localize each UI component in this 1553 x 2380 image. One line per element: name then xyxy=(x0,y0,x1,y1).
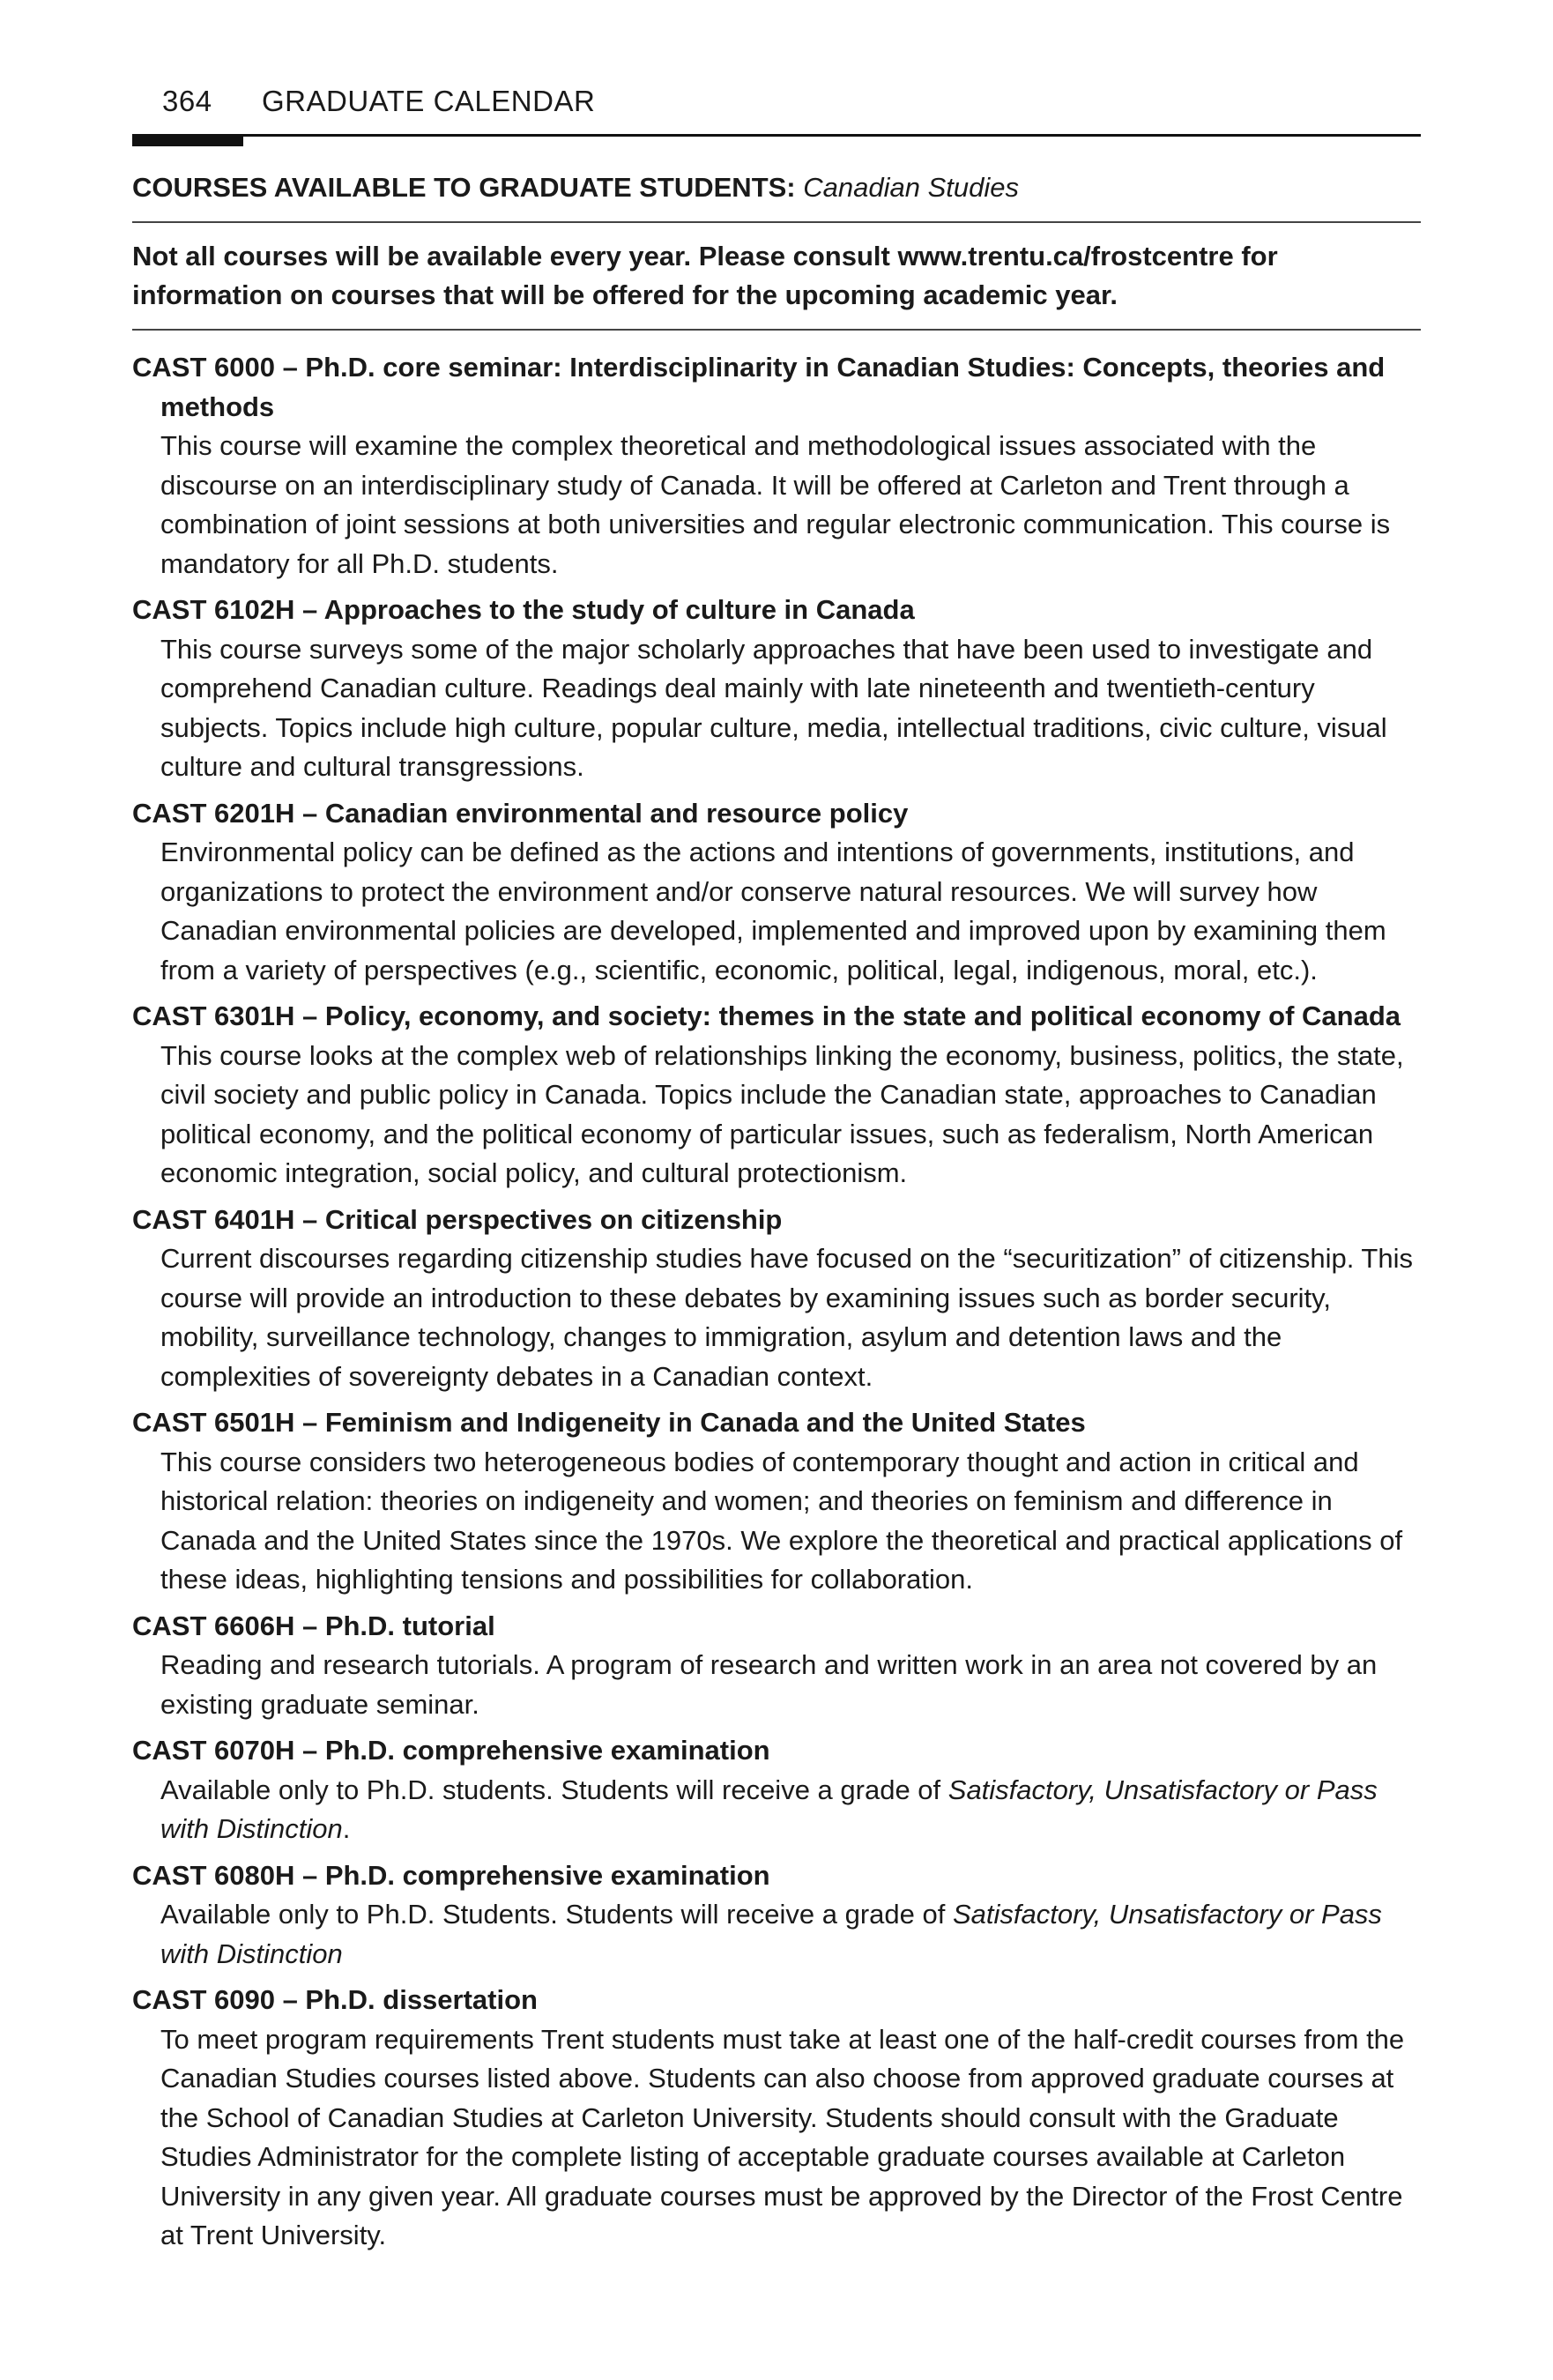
course-entry xyxy=(132,1607,1421,1725)
course-entry xyxy=(132,794,1421,991)
course-description: This course considers two heterogeneous bodies of contemporary thought and action in critical and historical relation: theories on indigeneity and women; and theories on feminism and difference in Canada and the United States since the 1970s. We explore the theoretical and practical applications of these ideas, highlighting tensions and possibilities for collaboration. xyxy=(160,1446,1403,1595)
course-entry xyxy=(132,348,1421,584)
course-entry xyxy=(132,997,1421,1194)
course-description-text: Available only to Ph.D. Students. Students will receive a grade of xyxy=(160,1899,953,1930)
grade-options: Satisfactory, Unsatisfactory or Pass with Distinction xyxy=(160,1899,1382,1969)
calendar-page xyxy=(132,79,1421,2263)
course-title: CAST 6401H – Critical perspectives on citizenship xyxy=(132,1203,783,1235)
course-description: This course surveys some of the major scholarly approaches that have been used to investigate and comprehend Canadian culture. Readings deal mainly with late nineteenth and twentieth-century subjects. Topics include high culture, popular culture, media, intellectual traditions, civic culture, visual culture and cultural transgressions. xyxy=(160,633,1387,782)
running-header xyxy=(132,79,1421,137)
running-header-title: GRADUATE CALENDAR xyxy=(262,85,596,117)
course-description-end: . xyxy=(342,1813,351,1844)
section-heading xyxy=(132,172,1421,223)
grade-options: Satisfactory, Unsatisfactory or Pass with Distinction xyxy=(160,1774,1378,1844)
course-title: CAST 6080H – Ph.D. comprehensive examination xyxy=(132,1859,770,1891)
header-tab-bar xyxy=(132,136,243,146)
course-entry xyxy=(132,1856,1421,1975)
course-description-text: Available only to Ph.D. students. Students will receive a grade of xyxy=(160,1774,948,1805)
course-title: CAST 6606H – Ph.D. tutorial xyxy=(132,1610,495,1641)
section-heading-label: COURSES AVAILABLE TO GRADUATE STUDENTS: xyxy=(132,172,796,203)
page-number: 364 xyxy=(162,85,212,117)
course-title: CAST 6501H – Feminism and Indigeneity in Canada and the United States xyxy=(132,1407,1086,1438)
section-heading-subject: Canadian Studies xyxy=(803,172,1019,203)
course-description: To meet program requirements Trent students must take at least one of the half-credit courses from the Canadian Studies courses listed above. Students can also choose from approved graduate courses at the School of Canadian Studies at Carleton University. Students should consult with the Graduate Studies Administrator for the complete listing of acceptable graduate courses available at Carleton University in any given year. All graduate courses must be approved by the Director of the Frost Centre at Trent University. xyxy=(160,2023,1405,2250)
course-title: CAST 6070H – Ph.D. comprehensive examination xyxy=(132,1735,770,1766)
course-title: CAST 6000 – Ph.D. core seminar: Interdisciplinarity in Canadian Studies: Concepts, theories and methods xyxy=(132,352,1386,422)
course-title: CAST 6201H – Canadian environmental and resource policy xyxy=(132,797,909,829)
course-description: Environmental policy can be defined as the actions and intentions of governments, institutions, and organizations to protect the environment and/or conserve natural resources. We will survey how Canadian environmental policies are developed, implemented and improved upon by examining them from a variety of perspectives (e.g., scientific, economic, political, legal, indigenous, moral, etc.). xyxy=(160,837,1386,985)
course-entry xyxy=(132,591,1421,787)
course-title: CAST 6102H – Approaches to the study of culture in Canada xyxy=(132,594,915,625)
course-description xyxy=(132,1771,1421,1849)
course-description: This course will examine the complex theoretical and methodological issues associated with the discourse on an interdisciplinary study of Canada. It will be offered at Carleton and Trent through a combination of joint sessions at both universities and regular electronic communication. This course is mandatory for all Ph.D. students. xyxy=(160,430,1391,579)
availability-notice: Not all courses will be available every year. Please consult www.trentu.ca/frostcentre for information on courses that will be offered for the upcoming academic year. xyxy=(132,223,1421,331)
course-list xyxy=(132,348,1421,2256)
course-title: CAST 6090 – Ph.D. dissertation xyxy=(132,1984,538,2015)
course-description: Reading and research tutorials. A program of research and written work in an area not covered by an existing graduate seminar. xyxy=(160,1649,1378,1720)
course-description: Current discourses regarding citizenship studies have focused on the “securitization” of citizenship. This course will provide an introduction to these debates by examining issues such as border security, mobility, surveillance technology, changes to immigration, asylum and detention laws and the complexities of sovereignty debates in a Canadian context. xyxy=(160,1243,1413,1392)
course-entry xyxy=(132,1731,1421,1849)
course-entry xyxy=(132,1201,1421,1397)
course-title: CAST 6301H – Policy, economy, and society: themes in the state and political economy of Canada xyxy=(132,1000,1401,1031)
course-entry xyxy=(132,1403,1421,1600)
course-entry xyxy=(132,1981,1421,2256)
course-description: This course looks at the complex web of relationships linking the economy, business, politics, the state, civil society and public policy in Canada. Topics include the Canadian state, approaches to Canadian political economy, and the political economy of particular issues, such as federalism, North American economic integration, social policy, and cultural protectionism. xyxy=(160,1039,1404,1188)
course-description xyxy=(132,1895,1421,1974)
